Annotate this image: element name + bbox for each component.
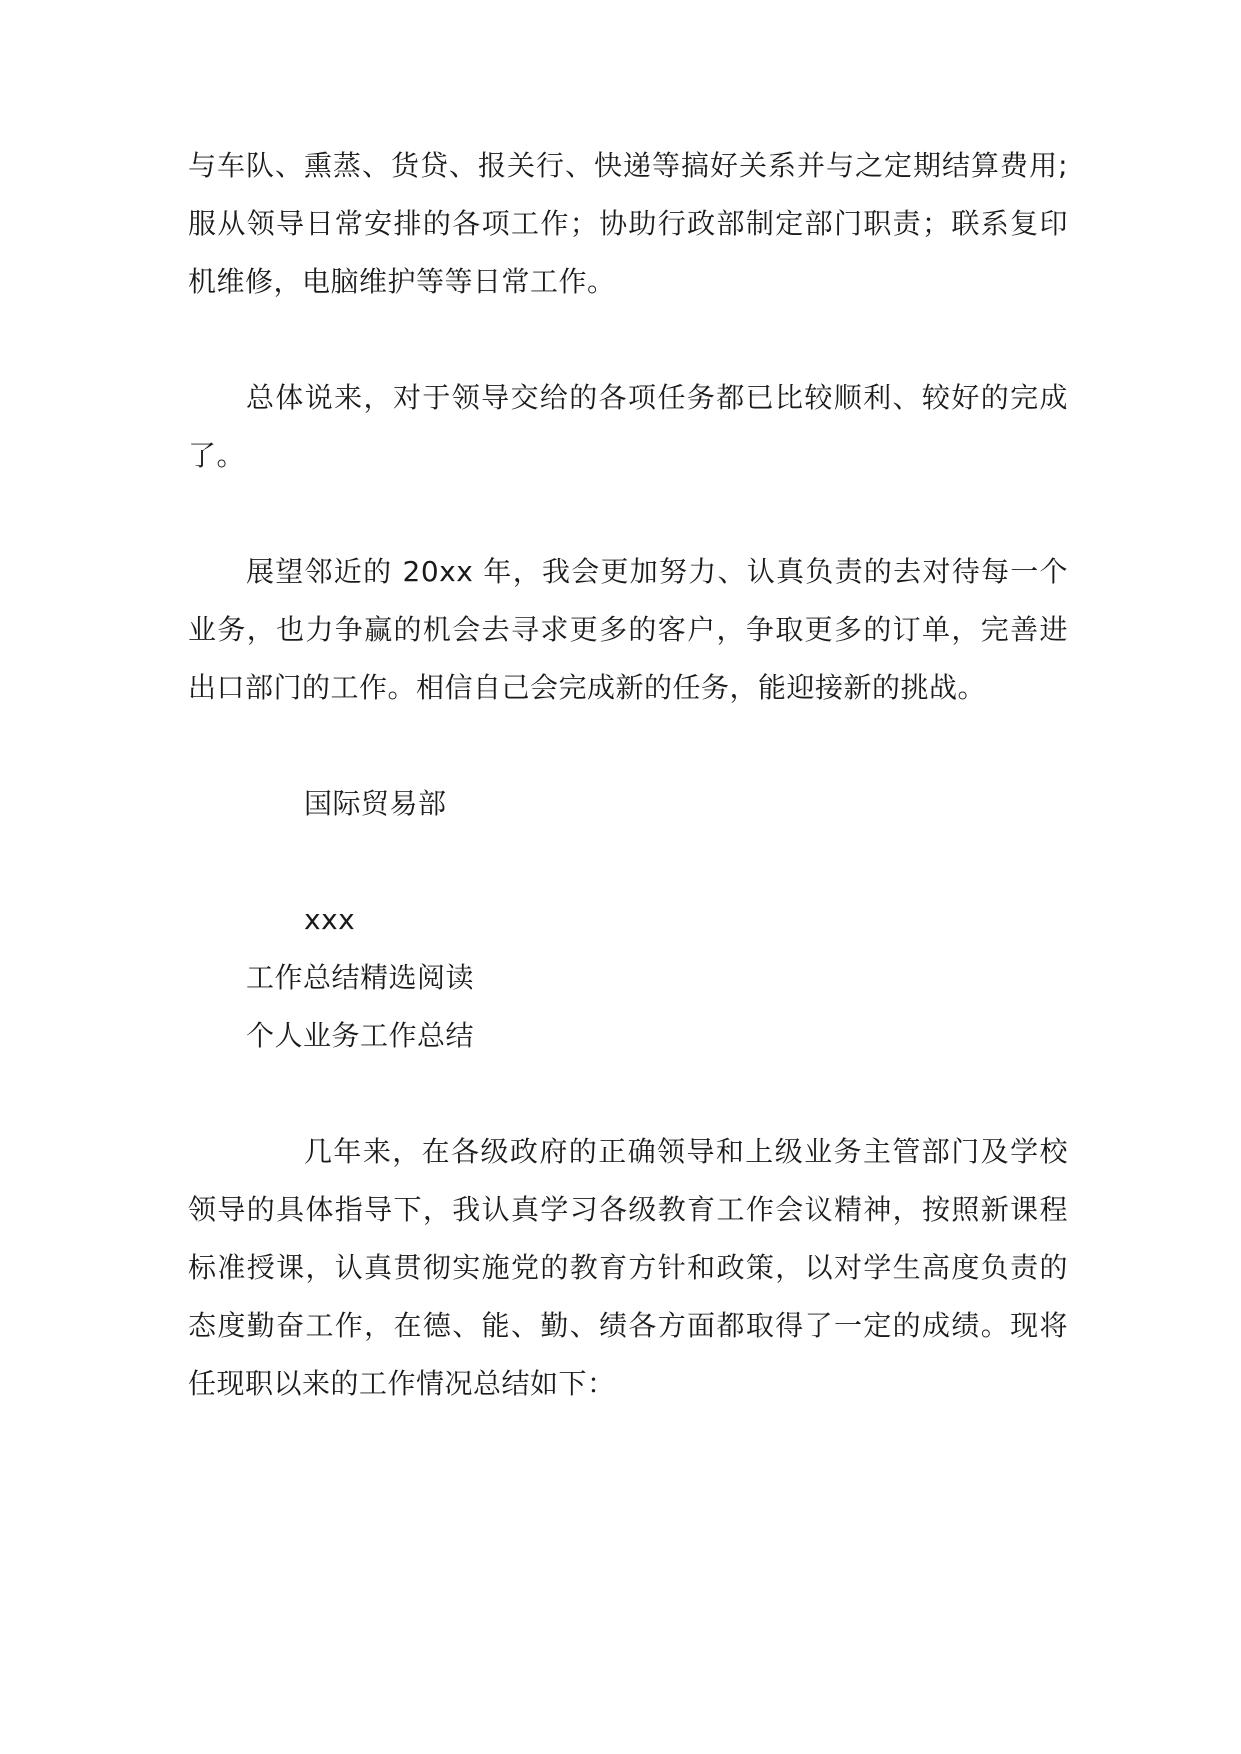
paragraph-1-line-1: 与车队、熏蒸、货贷、报关行、快递等搞好关系并与之定期结算费用; (188, 149, 1068, 182)
paragraph-4-line-3: 标准授课，认真贯彻实施党的教育方针和政策，以对学生高度负责的 (188, 1251, 1068, 1284)
reading-heading: 工作总结精选阅读 (246, 961, 475, 994)
paragraph-4-line-2: 领导的具体指导下，我认真学习各级教育工作会议精神，按照新课程 (188, 1193, 1068, 1226)
paragraph-3-line-2: 业务，也力争赢的机会去寻求更多的客户，争取更多的订单，完善进 (188, 613, 1068, 646)
signature-department: 国际贸易部 (304, 787, 447, 820)
paragraph-4-line-1: 几年来，在各级政府的正确领导和上级业务主管部门及学校 (304, 1135, 1068, 1168)
paragraph-2-line-2: 了。 (188, 439, 246, 472)
paragraph-4-line-5: 任现职以来的工作情况总结如下： (188, 1367, 616, 1400)
document-title: 个人业务工作总结 (246, 1019, 475, 1052)
paragraph-3-line-1: 展望邻近的 20xx 年，我会更加努力、认真负责的去对待每一个 (246, 555, 1068, 588)
paragraph-1-line-2: 服从领导日常安排的各项工作；协助行政部制定部门职责；联系复印 (188, 207, 1068, 240)
paragraph-1-line-3: 机维修，电脑维护等等日常工作。 (188, 265, 616, 298)
paragraph-3-line-3: 出口部门的工作。相信自己会完成新的任务，能迎接新的挑战。 (188, 671, 987, 704)
paragraph-2-line-1: 总体说来，对于领导交给的各项任务都已比较顺利、较好的完成 (246, 381, 1068, 414)
signature-name: xxx (304, 903, 356, 936)
paragraph-4-line-4: 态度勤奋工作，在德、能、勤、绩各方面都取得了一定的成绩。现将 (188, 1309, 1068, 1342)
